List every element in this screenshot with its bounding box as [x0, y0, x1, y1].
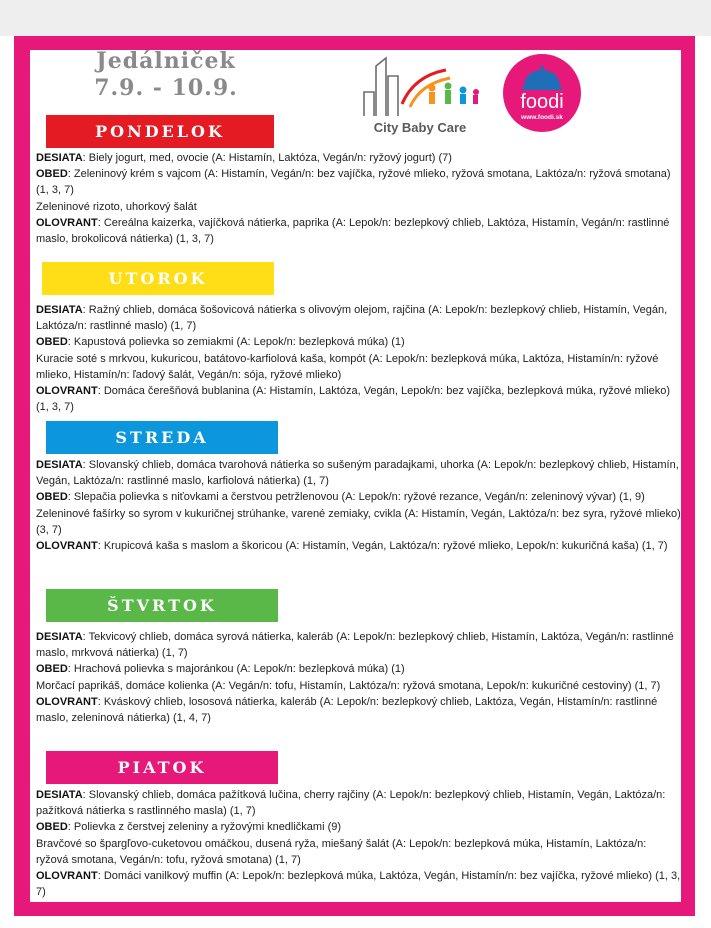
meal-desiata [36, 150, 681, 166]
meal-text: : Biely jogurt, med, ovocie (A: Histamín, Laktóza, Vegán/n: ryžový jogurt) (7) [82, 152, 452, 164]
menu-title-dates: 7.9. - 10.9. [94, 75, 238, 101]
foodi-logo-url: www.foodi.sk [521, 114, 563, 121]
meal-text: : Domáci vanilkový muffin (A: Lepok/n: bezlepková múka, Laktóza, Vegán, Histamín/n: bez vajíčka, ryžové mlieko) (1, 3, 7) [36, 870, 681, 899]
meal-label: OBED [36, 336, 68, 349]
meal-label: DESIATA [36, 631, 83, 643]
menu-title-line1: Jedálniček [96, 48, 236, 74]
meal-text: : Ražný chlieb, domáca šošovicová nátierka s olivovým olejom, rajčina (A: Lepok/n: bezlepkový chlieb, Histamín, Vegán, Laktóza/n: rastlinné maslo) (1, 7) [36, 304, 668, 333]
meal-obed-main [36, 836, 681, 868]
day-header-streda: STREDA [46, 421, 278, 454]
meal-obed-main [36, 678, 681, 694]
meal-obed [36, 166, 681, 198]
meal-olovrant [36, 538, 681, 554]
meal-label: OLOVRANT [36, 695, 98, 708]
meal-text: : Slovanský chlieb, domáca pažítková lučina, cherry rajčiny (A: Lepok/n: bezlepkový chlieb, Histamín, Vegán, Laktóza/n: pažítková nátierka s rastlinného masla) (1, 7) [36, 789, 666, 818]
meal-text: Morčací paprikáš, domáce kolienka (A: Vegán/n: tofu, Histamín, Laktóza/n: ryžová smotana, Lepok/n: kukuričné cestoviny) (1, 7) [36, 679, 661, 692]
meal-label: DESIATA [36, 459, 83, 471]
children-figures-icon [429, 83, 480, 105]
day-header-utorok: UTOROK [42, 262, 274, 295]
meal-label: OLOVRANT [36, 216, 98, 229]
meal-obed [36, 489, 681, 505]
meal-obed-main [36, 506, 681, 538]
meal-label: DESIATA [36, 304, 83, 316]
meal-text: : Tekvicový chlieb, domáca syrová nátierka, kaleráb (A: Lepok/n: bezlepkový chlieb, Histamín, Laktóza, Vegán/n: rastlinné maslo, mrkvová nátierka) (1, 7) [36, 631, 674, 660]
meal-text: : Cereálna kaizerka, vajíčková nátierka, paprika (A: Lepok/n: bezlepkový chlieb, Laktóza, Histamín, Vegán/n: rastlinné maslo, brokolicová nátierka) (1, 3, 7) [36, 216, 670, 246]
meal-text: : Zeleninový krém s vajcom (A: Histamín, Vegán/n: bez vajíčka, ryžové mlieko, ryžová smotana, Laktóza/n: ryžová smotana) (1, 3, 7) [36, 168, 671, 197]
meal-text: Bravčové so špargľovo-cuketovou omáčkou, dusená ryža, miešaný šalát (A: Lepok/n: bezlepková múka, Histamín, Laktóza/n: ryžová smotana, Vegán/n: tofu, ryžová smotana) (1, 7) [36, 837, 647, 866]
meal-desiata [36, 457, 681, 489]
city-baby-care-logo [350, 52, 490, 140]
meal-olovrant [36, 215, 681, 247]
day-meals-streda [36, 457, 681, 554]
meal-text: Zeleninové rizoto, uhorkový šalát [36, 200, 197, 213]
day-meals-piatok [36, 787, 681, 900]
meal-desiata [36, 629, 681, 661]
top-strip [0, 0, 711, 36]
city-baby-care-logo-text: City Baby Care [373, 120, 467, 135]
meal-label: OBED [36, 491, 68, 504]
day-header-stvrtok: ŠTVRTOK [46, 589, 278, 622]
meal-obed-main [36, 199, 681, 215]
day-header-piatok: PIATOK [46, 751, 278, 784]
meal-text: : Krupicová kaša s maslom a škoricou (A: Histamín, Vegán, Laktóza/n: ryžové mlieko, Lepok/n: kukuričná kaša) (1, 7) [97, 540, 668, 553]
menu-title [66, 48, 266, 102]
meal-desiata [36, 787, 681, 819]
meal-text: : Slovanský chlieb, domáca tvarohová nátierka so sušeným paradajkami, uhorka (A: Lepok/n: bezlepkový chlieb, Histamín, Vegán, Laktóza/n: rastlinné maslo, karfiolová nátierka) (1, 7) [36, 459, 679, 488]
city-skyline-icon [364, 58, 398, 116]
meal-obed [36, 819, 681, 835]
meal-olovrant [36, 383, 681, 415]
meal-text: Zeleninové fašírky so syrom v kukuričnej strúhanke, varené zemiaky, cvikla (A: Histamín, Vegán, Laktóza/n: bez syra, ryžové mlieko) (3, 7) [36, 507, 681, 536]
meal-text: : Kapustová polievka so zemiakmi (A: Lepok/n: bezlepková múka) (1) [67, 336, 405, 349]
meal-label: OLOVRANT [36, 870, 98, 883]
meal-label: DESIATA [36, 152, 83, 164]
meal-text: Kuracie soté s mrkvou, kukuricou, batátovo-karfiolová kaša, kompót (A: Lepok/n: bezlepková múka, Laktóza, Histamín/n: ryžové mlieko, Histamín/n: ľadový šalát, Vegán/n: sója, ryžové mlieko) [36, 352, 659, 381]
meal-label: DESIATA [36, 789, 83, 801]
foodi-logo-name: foodi [520, 91, 564, 113]
meal-label: OBED [36, 168, 68, 181]
meal-obed [36, 661, 681, 677]
meal-text: : Polievka z čerstvej zeleniny a ryžovými knedličkami (9) [67, 821, 342, 834]
foodi-logo [502, 53, 582, 133]
meal-text: : Hrachová polievka s majoránkou (A: Lepok/n: bezlepková múka) (1) [67, 663, 405, 676]
meal-label: OLOVRANT [36, 540, 98, 553]
meal-text: : Domáca čerešňová bublanina (A: Histamín, Laktóza, Vegán, Lepok/n: bez vajíčka, bezlepková múka, ryžové mlieko) (1, 3, 7) [36, 385, 671, 414]
day-meals-stvrtok [36, 629, 681, 726]
day-meals-utorok [36, 302, 681, 415]
meal-obed [36, 334, 681, 350]
meal-olovrant [36, 868, 681, 900]
day-meals-pondelok [36, 150, 681, 247]
day-header-pondelok: PONDELOK [46, 115, 274, 148]
meal-text: : Kváskový chlieb, lososová nátierka, kaleráb (A: Lepok/n: bezlepkový chlieb, Laktóza, Vegán, Histamín/n: rastlinné maslo, zeleninová nátierka) (1, 4, 7) [36, 695, 658, 725]
meal-obed-main [36, 351, 681, 383]
meal-label: OBED [36, 821, 68, 834]
color-arc-icon [402, 70, 450, 107]
meal-desiata [36, 302, 681, 334]
meal-label: OBED [36, 663, 68, 676]
meal-olovrant [36, 694, 681, 726]
meal-text: : Slepačia polievka s niťovkami a čerstvou petržlenovou (A: Lepok/n: ryžové rezance, Vegán/n: zeleninový vývar) (1, 9) [67, 491, 645, 504]
meal-label: OLOVRANT [36, 385, 98, 398]
